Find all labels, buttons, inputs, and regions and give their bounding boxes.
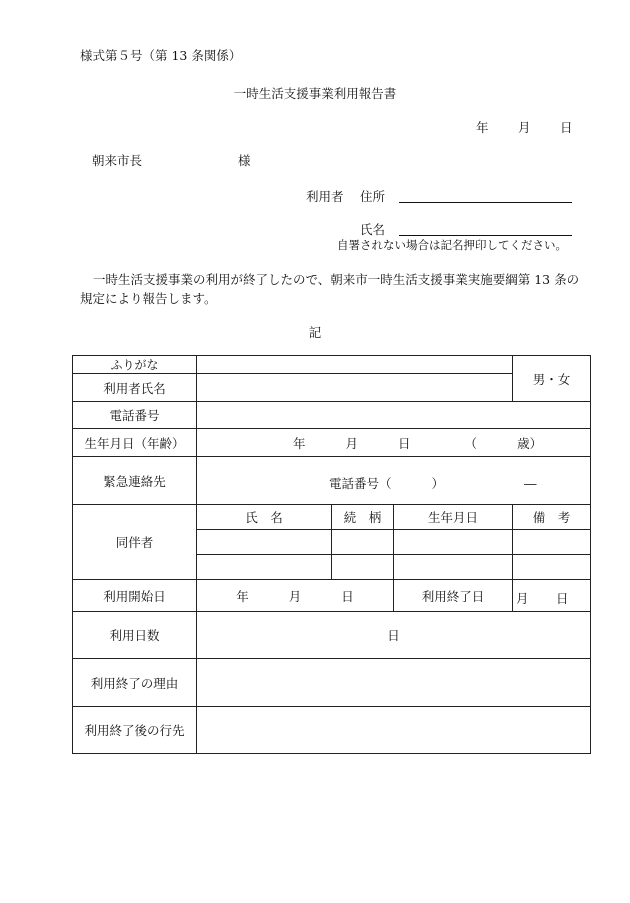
destination-row — [73, 707, 591, 754]
date-month-label: 月 — [518, 120, 531, 135]
address-field-line[interactable] — [399, 202, 572, 203]
destination-label: 利用終了後の行先 — [73, 707, 197, 754]
report-form-table — [72, 355, 591, 754]
companion-col-name: 氏 名 — [197, 505, 332, 530]
start-date-input[interactable] — [197, 580, 394, 612]
birth-month-unit: 月 — [345, 435, 359, 451]
date-day-label: 日 — [560, 120, 573, 135]
start-day-unit: 日 — [341, 588, 354, 604]
birthdate-row — [73, 429, 591, 457]
end-reason-row — [73, 659, 591, 707]
ki-label: 記 — [308, 325, 322, 340]
phone-input[interactable] — [197, 402, 591, 429]
days-unit: 日 — [387, 628, 400, 643]
companion-remarks-cell[interactable] — [513, 555, 591, 580]
signature-note: 自署されない場合は記名押印してください。 — [337, 238, 567, 252]
days-row — [73, 612, 591, 659]
destination-input[interactable] — [197, 707, 591, 754]
name-label: 氏名 — [360, 222, 386, 237]
phone-row — [73, 402, 591, 429]
furigana-input[interactable] — [197, 356, 513, 374]
age-paren-open: （ — [464, 435, 478, 451]
emergency-dash: ― — [524, 475, 537, 491]
age-unit: 歳） — [517, 435, 543, 451]
days-input[interactable] — [197, 612, 591, 659]
user-label: 利用者 — [306, 189, 344, 204]
gender-select[interactable]: 男・女 — [513, 356, 591, 402]
start-month-unit: 月 — [288, 588, 302, 604]
companion-col-relation: 続 柄 — [332, 505, 394, 530]
companion-name-cell[interactable] — [197, 555, 332, 580]
addressee-honorific: 様 — [238, 153, 251, 168]
companion-birthdate-cell[interactable] — [394, 530, 513, 555]
start-year-unit: 年 — [236, 588, 249, 604]
form-number: 様式第５号（第 13 条関係） — [80, 48, 242, 63]
start-date-label: 利用開始日 — [73, 580, 197, 612]
furigana-label: ふりがな — [73, 356, 197, 374]
companion-relation-cell[interactable] — [332, 555, 394, 580]
user-name-label: 利用者氏名 — [73, 374, 197, 402]
end-reason-label: 利用終了の理由 — [73, 659, 197, 707]
emergency-input[interactable] — [197, 457, 591, 505]
companion-birthdate-cell[interactable] — [394, 555, 513, 580]
phone-label: 電話番号 — [73, 402, 197, 429]
end-month-unit: 月 — [516, 591, 529, 606]
birthdate-label: 生年月日（年齢） — [73, 429, 197, 457]
body-paragraph: 一時生活支援事業の利用が終了したので、朝来市一時生活支援事業実施要綱第 13 条の規定により報告します。 — [80, 272, 580, 306]
companion-label: 同伴者 — [73, 505, 197, 580]
companion-header-row — [73, 505, 591, 530]
days-label: 利用日数 — [73, 612, 197, 659]
birthdate-input[interactable] — [197, 429, 591, 457]
date-year-label: 年 — [476, 120, 489, 135]
end-reason-input[interactable] — [197, 659, 591, 707]
addressee-name: 朝来市長 — [92, 153, 143, 168]
companion-remarks-cell[interactable] — [513, 530, 591, 555]
user-name-input[interactable] — [197, 374, 513, 402]
birth-day-unit: 日 — [398, 435, 411, 451]
companion-name-cell[interactable] — [197, 530, 332, 555]
emergency-row — [73, 457, 591, 505]
end-date-label: 利用終了日 — [394, 580, 513, 612]
address-label: 住所 — [360, 189, 386, 204]
usage-period-row — [73, 580, 591, 612]
document-title: 一時生活支援事業利用報告書 — [233, 86, 397, 101]
emergency-paren-close: ） — [431, 475, 445, 491]
furigana-row — [73, 356, 591, 374]
companion-relation-cell[interactable] — [332, 530, 394, 555]
emergency-phone-label: 電話番号（ — [329, 475, 392, 491]
companion-col-remarks: 備 考 — [513, 505, 591, 530]
name-field-line[interactable] — [399, 235, 572, 236]
emergency-label: 緊急連絡先 — [73, 457, 197, 505]
companion-col-birthdate: 生年月日 — [394, 505, 513, 530]
end-day-unit: 日 — [556, 591, 569, 606]
birth-year-unit: 年 — [293, 435, 306, 451]
